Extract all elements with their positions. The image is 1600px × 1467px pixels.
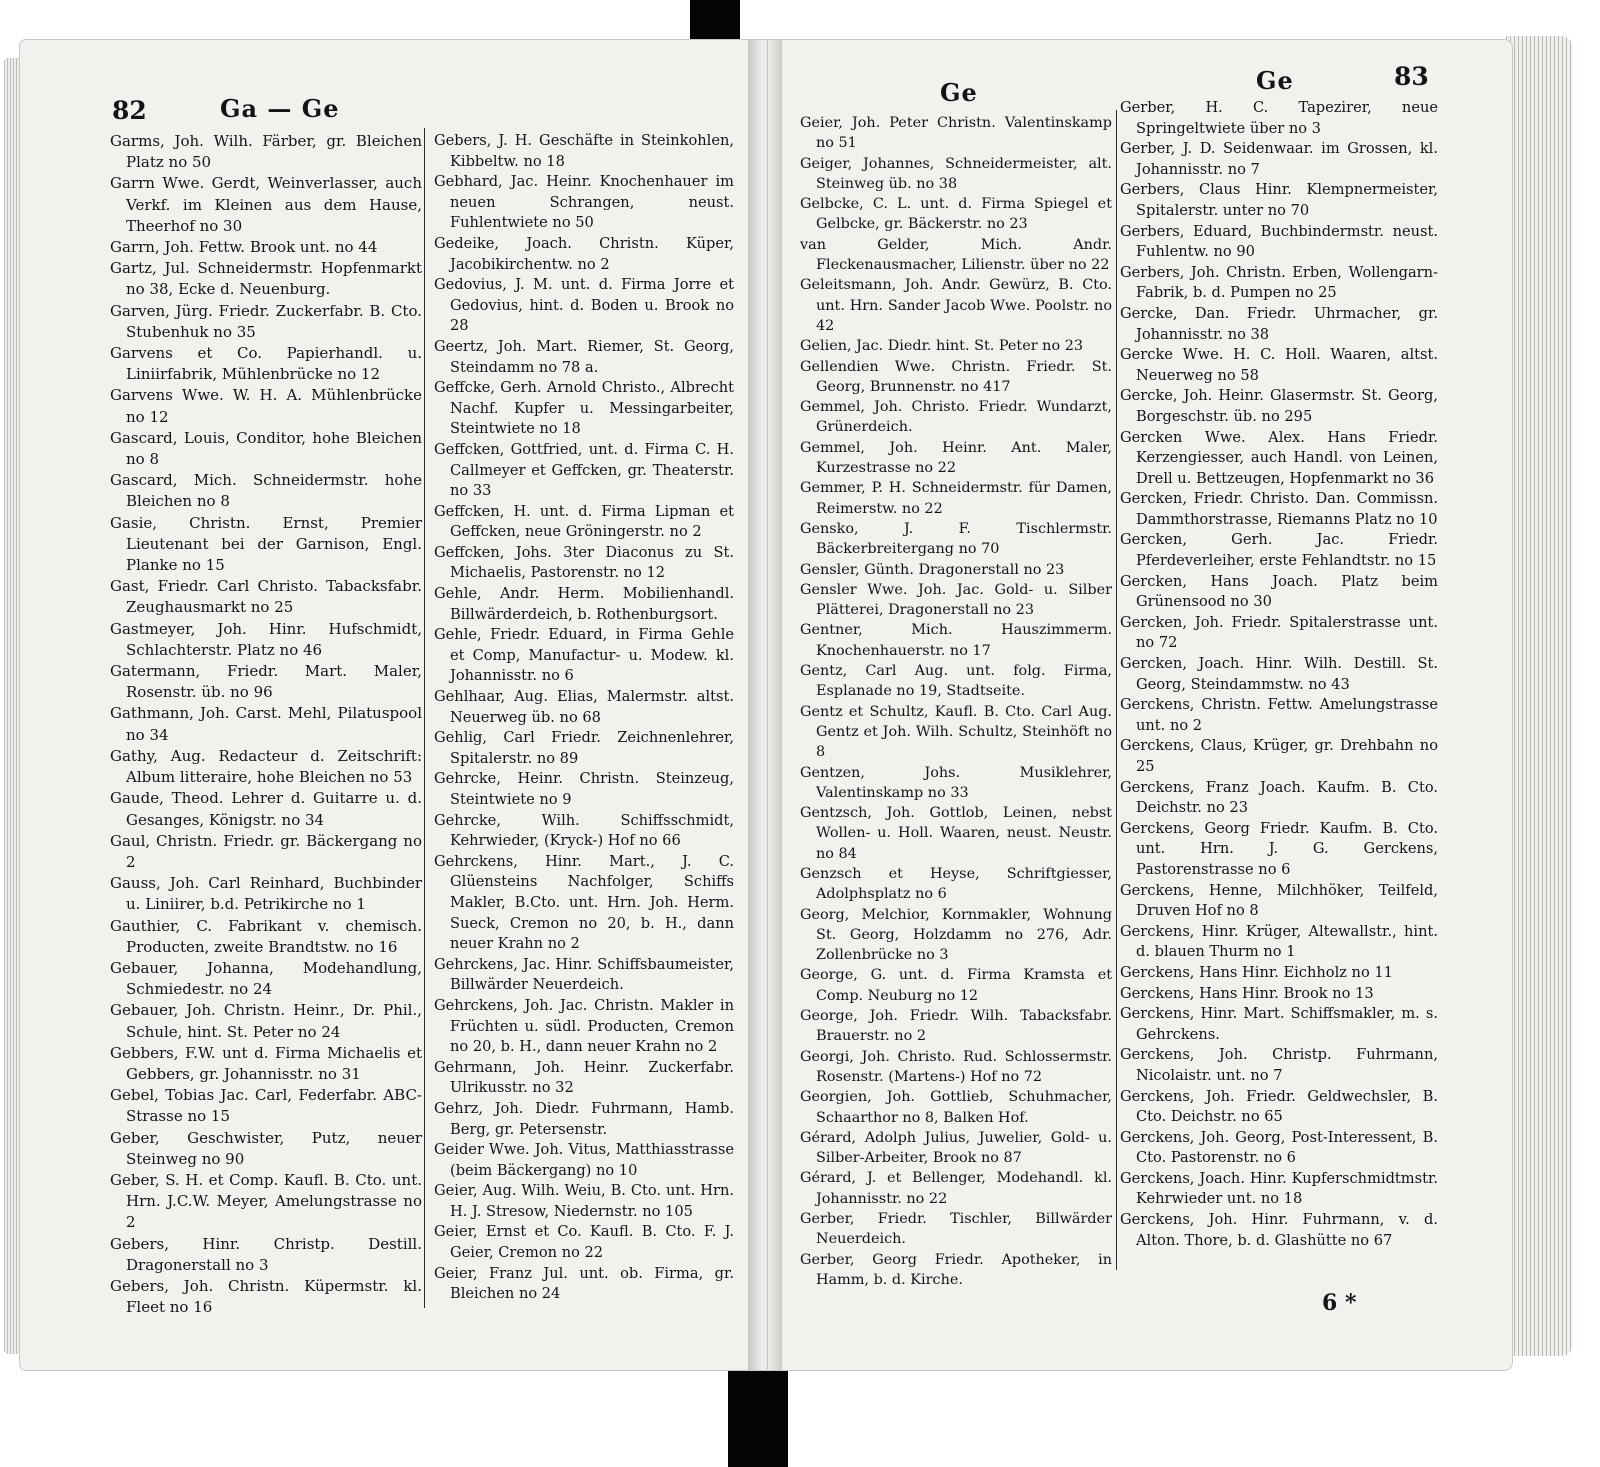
directory-entry: Gastmeyer, Joh. Hinr. Hufschmidt, Schlachterstr. Platz no 46 xyxy=(110,619,422,659)
directory-entry: Garvens et Co. Papierhandl. u. Liniirfabrik, Mühlenbrücke no 12 xyxy=(110,344,422,384)
right-page-column-2 xyxy=(1120,98,1438,1251)
directory-entry: Gehrz, Joh. Diedr. Fuhrmann, Hamb. Berg, gr. Petersenstr. xyxy=(434,1099,734,1138)
directory-entry: George, Joh. Friedr. Wilh. Tabacksfabr. Brauerstr. no 2 xyxy=(800,1008,1112,1045)
directory-entry: Geffcken, Gottfried, unt. d. Firma C. H. Callmeyer et Geffcken, gr. Theaterstr. no 33 xyxy=(434,440,734,500)
directory-entry: Gerbers, Joh. Christn. Erben, Wollengarn-Fabrik, b. d. Pumpen no 25 xyxy=(1120,263,1438,302)
left-page-column-2 xyxy=(434,131,734,1305)
directory-entry: Gérard, Adolph Julius, Juwelier, Gold- u. Silber-Arbeiter, Brook no 87 xyxy=(800,1129,1112,1167)
directory-entry: Gebhard, Jac. Heinr. Knochenhauer im neuen Schrangen, neust. Fuhlentwiete no 50 xyxy=(434,173,734,232)
directory-entry: Geffcke, Gerh. Arnold Christo., Albrecht Nachf. Kupfer u. Messingarbeiter, Steintwiete no 18 xyxy=(434,379,734,438)
directory-entry: Gathmann, Joh. Carst. Mehl, Pilatuspool no 34 xyxy=(110,704,422,744)
right-page-header-right: Ge xyxy=(1256,66,1294,95)
directory-entry: Gerckens, Hans Hinr. Brook no 13 xyxy=(1120,984,1374,1002)
directory-entry: Gerber, Georg Friedr. Apotheker, in Hamm, b. d. Kirche. xyxy=(800,1251,1112,1288)
directory-entry: Gensko, J. F. Tischlermstr. Bäckerbreitergang no 70 xyxy=(800,520,1112,558)
left-page-column-1 xyxy=(110,131,422,1318)
directory-entry: Gensler, Günth. Dragonerstall no 23 xyxy=(800,561,1065,578)
directory-entry: Gercken, Gerh. Jac. Friedr. Pferdeverleiher, erste Fehlandtstr. no 15 xyxy=(1120,531,1438,570)
directory-entry: Gerckens, Georg Friedr. Kaufm. B. Cto. unt. Hrn. J. G. Gerckens, Pastorenstrasse no 6 xyxy=(1120,819,1438,878)
right-page-column-1 xyxy=(800,113,1112,1290)
directory-entry: Geleitsmann, Joh. Andr. Gewürz, B. Cto. unt. Hrn. Sander Jacob Wwe. Poolstr. no 42 xyxy=(800,277,1112,334)
left-page-number: 82 xyxy=(112,96,147,125)
directory-entry: van Gelder, Mich. Andr. Fleckenausmacher, Lilienstr. über no 22 xyxy=(800,236,1112,274)
directory-entry: Gerbers, Claus Hinr. Klempnermeister, Spitalerstr. unter no 70 xyxy=(1120,181,1438,219)
directory-entry: Geber, S. H. et Comp. Kaufl. B. Cto. unt. Hrn. J.C.W. Meyer, Amelungstrasse no 2 xyxy=(110,1170,422,1232)
directory-entry: Gebauer, Joh. Christn. Heinr., Dr. Phil., Schule, hint. St. Peter no 24 xyxy=(110,1001,422,1041)
directory-entry: Gebel, Tobias Jac. Carl, Federfabr. ABC-Strasse no 15 xyxy=(110,1086,422,1126)
directory-entry: Gasie, Christn. Ernst, Premier Lieutenant bei der Garnison, Engl. Planke no 15 xyxy=(110,513,422,575)
directory-entry: Gebers, Joh. Christn. Küpermstr. kl. Fleet no 16 xyxy=(110,1276,422,1317)
directory-entry: Geber, Geschwister, Putz, neuer Steinweg no 90 xyxy=(110,1128,422,1168)
directory-entry: Gentzsch, Joh. Gottlob, Leinen, nebst Wollen- u. Holl. Waaren, neust. Neustr. no 84 xyxy=(800,805,1112,862)
directory-entry: George, G. unt. d. Firma Kramsta et Comp. Neuburg no 12 xyxy=(800,967,1112,1004)
directory-entry: Geffcken, H. unt. d. Firma Lipman et Geffcken, neue Gröningerstr. no 2 xyxy=(434,502,734,541)
directory-entry: Gehrckens, Joh. Jac. Christn. Makler in Früchten u. südl. Producten, Cremon no 20, b. H., dann neuer Krahn no 2 xyxy=(434,996,734,1056)
directory-entry: Gerckens, Joh. Georg, Post-Interessent, B. Cto. Pastorenstr. no 6 xyxy=(1120,1128,1438,1167)
directory-entry: Gerckens, Claus, Krüger, gr. Drehbahn no 25 xyxy=(1120,737,1438,775)
directory-entry: Gerbers, Eduard, Buchbindermstr. neust. Fuhlentw. no 90 xyxy=(1120,222,1438,261)
directory-entry: Geier, Joh. Peter Christn. Valentinskamp no 51 xyxy=(800,115,1112,152)
right-column-rule xyxy=(1116,110,1117,1270)
left-column-rule xyxy=(424,128,425,1308)
directory-entry: Gerckens, Hans Hinr. Eichholz no 11 xyxy=(1120,963,1393,981)
directory-entry: Gehrcke, Wilh. Schiffsschmidt, Kehrwieder, (Kryck-) Hof no 66 xyxy=(434,811,734,850)
directory-entry: Geffcken, Johs. 3ter Diaconus zu St. Michaelis, Pastorenstr. no 12 xyxy=(434,543,734,582)
directory-entry: Gedovius, J. M. unt. d. Firma Jorre et Gedovius, hint. d. Boden u. Brook no 28 xyxy=(434,276,734,335)
directory-entry: Gehrckens, Jac. Hinr. Schiffsbaumeister, Billwärder Neuerdeich. xyxy=(434,955,734,994)
directory-entry: Geertz, Joh. Mart. Riemer, St. Georg, Steindamm no 78 a. xyxy=(434,337,734,376)
directory-entry: Gaul, Christn. Friedr. gr. Bäckergang no 2 xyxy=(110,831,422,871)
directory-entry: Gemmel, Joh. Heinr. Ant. Maler, Kurzestrasse no 22 xyxy=(800,439,1112,477)
directory-entry: Gerber, J. D. Seidenwaar. im Grossen, kl. Johannisstr. no 7 xyxy=(1120,140,1438,178)
directory-entry: Geiger, Johannes, Schneidermeister, alt. Steinweg üb. no 38 xyxy=(800,155,1112,192)
left-page-header: Ga — Ge xyxy=(220,94,340,123)
directory-entry: Gebers, J. H. Geschäfte in Steinkohlen, Kibbeltw. no 18 xyxy=(434,132,734,170)
directory-entry: Gedeike, Joach. Christn. Küper, Jacobikirchentw. no 2 xyxy=(434,234,734,273)
directory-entry: Gerckens, Joh. Friedr. Geldwechsler, B. Cto. Deichstr. no 65 xyxy=(1120,1087,1438,1126)
directory-entry: Geider Wwe. Joh. Vitus, Matthiasstrasse (beim Bäckergang) no 10 xyxy=(434,1141,734,1179)
directory-entry: Gemmer, P. H. Schneidermstr. für Damen, Reimerstw. no 22 xyxy=(800,480,1112,517)
directory-entry: Gerckens, Joh. Hinr. Fuhrmann, v. d. Alton. Thore, b. d. Glashütte no 67 xyxy=(1120,1211,1438,1249)
directory-entry: Gehrmann, Joh. Heinr. Zuckerfabr. Ulrikusstr. no 32 xyxy=(434,1058,734,1097)
directory-entry: Gerckens, Joach. Hinr. Kupferschmidtmstr. Kehrwieder unt. no 18 xyxy=(1120,1169,1438,1208)
directory-entry: Gathy, Aug. Redacteur d. Zeitschrift: Album litteraire, hohe Bleichen no 53 xyxy=(110,746,422,787)
right-page-number: 83 xyxy=(1394,62,1429,91)
directory-entry: Gercken, Friedr. Christo. Dan. Commissn. Dammthorstrasse, Riemanns Platz no 10 xyxy=(1120,490,1438,528)
directory-entry: Gensler Wwe. Joh. Jac. Gold- u. Silber Plätterei, Dragonerstall no 23 xyxy=(800,581,1112,619)
directory-entry: Garvens Wwe. W. H. A. Mühlenbrücke no 12 xyxy=(110,386,422,426)
directory-entry: Gercken Wwe. Alex. Hans Friedr. Kerzengiesser, auch Handl. von Leinen, Drell u. Bettzeugen, Hopfenmarkt no 36 xyxy=(1120,428,1438,487)
directory-entry: Gebauer, Johanna, Modehandlung, Schmiedestr. no 24 xyxy=(110,958,422,999)
directory-entry: Gehrckens, Hinr. Mart., J. C. Glüensteins Nachfolger, Schiffs Makler, B.Cto. unt. Hrn. Joh. Herm. Sueck, Cremon no 20, b. H., dann neuer Krahn no 2 xyxy=(434,852,734,953)
directory-entry: Gascard, Louis, Conditor, hohe Bleichen no 8 xyxy=(110,428,422,469)
directory-entry: Gerckens, Henne, Milchhöker, Teilfeld, Druven Hof no 8 xyxy=(1120,881,1438,920)
directory-entry: Gemmel, Joh. Christo. Friedr. Wundarzt, Grünerdeich. xyxy=(800,399,1112,436)
directory-entry: Gauss, Joh. Carl Reinhard, Buchbinder u. Liniirer, b.d. Petrikirche no 1 xyxy=(110,874,422,914)
directory-entry: Garrn, Joh. Fettw. Brook unt. no 44 xyxy=(110,238,378,257)
directory-entry: Gebbers, F.W. unt d. Firma Michaelis et Gebbers, gr. Johannisstr. no 31 xyxy=(110,1043,422,1083)
directory-entry: Gercke, Joh. Heinr. Glasermstr. St. Georg, Borgeschstr. üb. no 295 xyxy=(1120,387,1438,425)
directory-entry: Gerber, Friedr. Tischler, Billwärder Neuerdeich. xyxy=(800,1211,1112,1248)
directory-entry: Gerckens, Joh. Christp. Fuhrmann, Nicolaistr. unt. no 7 xyxy=(1120,1046,1438,1084)
directory-entry: Gehle, Friedr. Eduard, in Firma Gehle et Comp, Manufactur- u. Modew. kl. Johannisstr. no 6 xyxy=(434,626,734,685)
right-page-header-left: Ge xyxy=(940,78,978,107)
directory-entry: Garrn Wwe. Gerdt, Weinverlasser, auch Verkf. im Kleinen aus dem Hause, Theerhof no 30 xyxy=(110,174,422,235)
directory-entry: Geier, Ernst et Co. Kaufl. B. Cto. F. J. Geier, Cremon no 22 xyxy=(434,1223,734,1262)
directory-entry: Gerckens, Franz Joach. Kaufm. B. Cto. Deichstr. no 23 xyxy=(1120,778,1438,817)
book-gutter xyxy=(748,40,782,1370)
directory-entry: Gerber, H. C. Tapezirer, neue Springeltwiete über no 3 xyxy=(1120,99,1438,137)
directory-entry: Gercken, Joach. Hinr. Wilh. Destill. St. Georg, Steindammstw. no 43 xyxy=(1120,655,1438,693)
directory-entry: Gérard, J. et Bellenger, Modehandl. kl. Johannisstr. no 22 xyxy=(800,1170,1112,1207)
directory-entry: Gatermann, Friedr. Mart. Maler, Rosenstr. üb. no 96 xyxy=(110,662,422,702)
directory-entry: Georg, Melchior, Kornmakler, Wohnung St. Georg, Holzdamm no 276, Adr. Zollenbrücke no 3 xyxy=(800,906,1112,964)
directory-entry: Gercke Wwe. H. C. Holl. Waaren, altst. Neuerweg no 58 xyxy=(1120,346,1438,384)
directory-entry: Gaude, Theod. Lehrer d. Guitarre u. d. Gesanges, Königstr. no 34 xyxy=(110,789,422,829)
directory-entry: Garms, Joh. Wilh. Färber, gr. Bleichen Platz no 50 xyxy=(110,132,422,172)
directory-entry: Gentz et Schultz, Kaufl. B. Cto. Carl Aug. Gentz et Joh. Wilh. Schultz, Steinhöft no 8 xyxy=(800,703,1112,761)
directory-entry: Gerckens, Christn. Fettw. Amelungstrasse unt. no 2 xyxy=(1120,696,1438,734)
directory-entry: Gentner, Mich. Hauszimmerm. Knochenhauerstr. no 17 xyxy=(800,622,1112,659)
directory-entry: Geier, Franz Jul. unt. ob. Firma, gr. Bleichen no 24 xyxy=(434,1264,734,1303)
directory-entry: Gerckens, Hinr. Mart. Schiffsmakler, m. s. Gehrckens. xyxy=(1120,1005,1438,1043)
directory-entry: Gercken, Joh. Friedr. Spitalerstrasse unt. no 72 xyxy=(1120,613,1438,652)
signature-mark: 6 * xyxy=(1322,1290,1357,1316)
directory-entry: Genzsch et Heyse, Schriftgiesser, Adolphsplatz no 6 xyxy=(800,865,1112,903)
directory-entry: Gehrcke, Heinr. Christn. Steinzeug, Steintwiete no 9 xyxy=(434,770,734,808)
directory-entry: Gercke, Dan. Friedr. Uhrmacher, gr. Johannisstr. no 38 xyxy=(1120,304,1438,343)
right-page-edges xyxy=(1506,36,1572,1356)
directory-entry: Gehlhaar, Aug. Elias, Malermstr. altst. Neuerweg üb. no 68 xyxy=(434,688,734,726)
directory-entry: Gehlig, Carl Friedr. Zeichnenlehrer, Spitalerstr. no 89 xyxy=(434,729,734,767)
directory-entry: Gascard, Mich. Schneidermstr. hohe Bleichen no 8 xyxy=(110,471,422,511)
directory-entry: Gellendien Wwe. Christn. Friedr. St. Georg, Brunnenstr. no 417 xyxy=(800,358,1112,395)
directory-entry: Gast, Friedr. Carl Christo. Tabacksfabr. Zeughausmarkt no 25 xyxy=(110,577,422,617)
directory-entry: Geier, Aug. Wilh. Weiu, B. Cto. unt. Hrn. H. J. Stresow, Niedernstr. no 105 xyxy=(434,1182,734,1220)
directory-entry: Gentzen, Johs. Musiklehrer, Valentinskamp no 33 xyxy=(800,764,1112,801)
directory-entry: Georgi, Joh. Christo. Rud. Schlossermstr. Rosenstr. (Martens-) Hof no 72 xyxy=(800,1048,1112,1085)
directory-entry: Gehle, Andr. Herm. Mobilienhandl. Billwärderdeich, b. Rothenburgsort. xyxy=(434,585,734,623)
directory-entry: Gelien, Jac. Diedr. hint. St. Peter no 23 xyxy=(800,338,1084,355)
directory-entry: Georgien, Joh. Gottlieb, Schuhmacher, Schaarthor no 8, Balken Hof. xyxy=(800,1089,1112,1126)
directory-entry: Gelbcke, C. L. unt. d. Firma Spiegel et Gelbcke, gr. Bäckerstr. no 23 xyxy=(800,196,1112,233)
directory-entry: Garven, Jürg. Friedr. Zuckerfabr. B. Cto. Stubenhuk no 35 xyxy=(110,301,422,341)
directory-entry: Gercken, Hans Joach. Platz beim Grünensood no 30 xyxy=(1120,572,1438,611)
directory-entry: Gauthier, C. Fabrikant v. chemisch. Producten, zweite Brandtstw. no 16 xyxy=(110,916,422,956)
directory-entry: Gartz, Jul. Schneidermstr. Hopfenmarkt no 38, Ecke d. Neuenburg. xyxy=(110,259,422,299)
directory-entry: Gebers, Hinr. Christp. Destill. Dragonerstall no 3 xyxy=(110,1234,422,1274)
directory-entry: Gentz, Carl Aug. unt. folg. Firma, Esplanade no 19, Stadtseite. xyxy=(800,663,1112,700)
directory-entry: Gerckens, Hinr. Krüger, Altewallstr., hint. d. blauen Thurm no 1 xyxy=(1120,922,1438,961)
